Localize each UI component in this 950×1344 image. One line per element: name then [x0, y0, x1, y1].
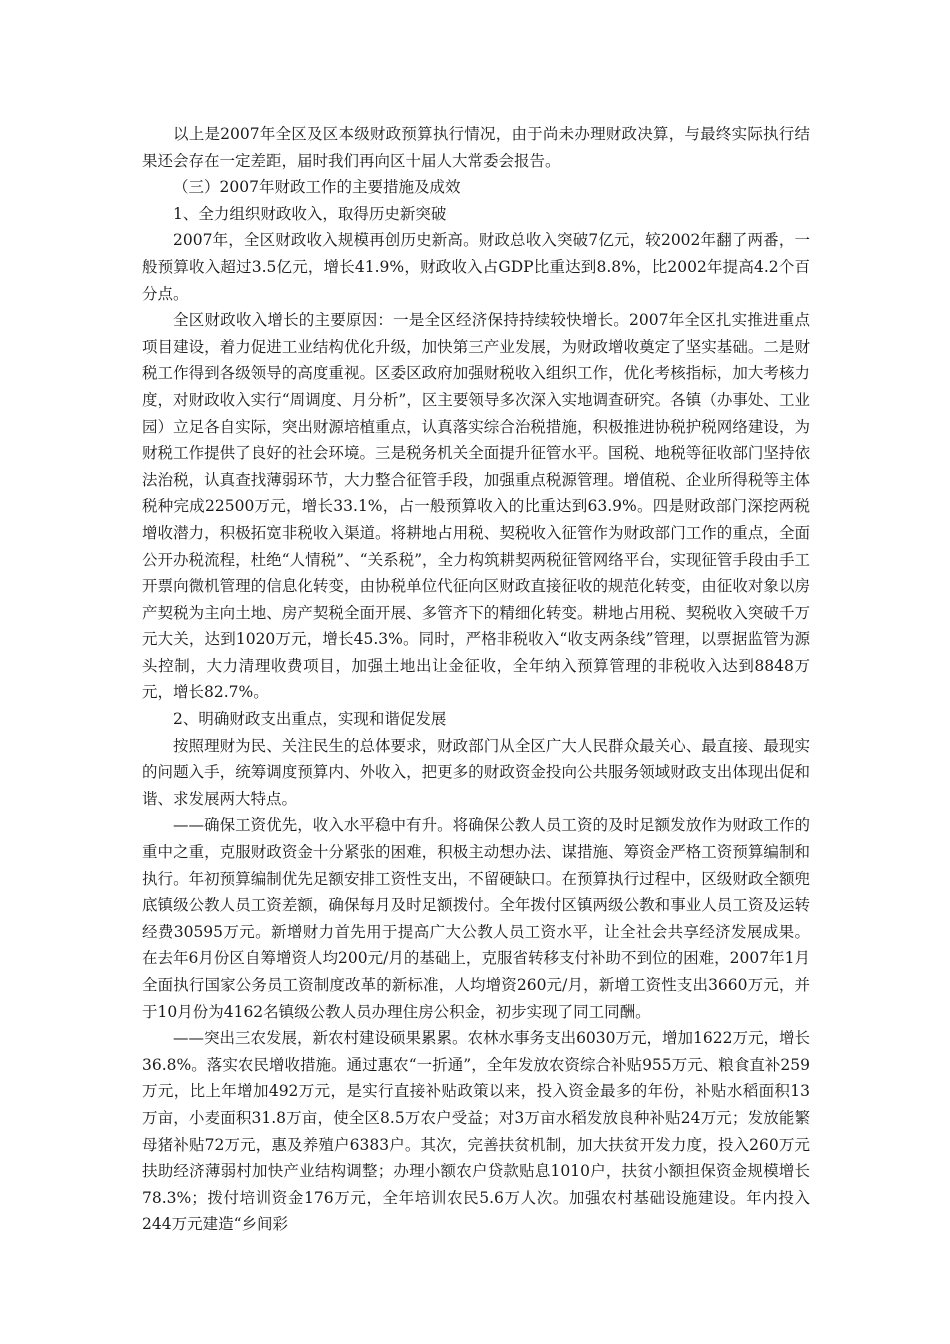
- paragraph-revenue-summary: 2007年，全区财政收入规模再创历史新高。财政总收入突破7亿元，较2002年翻了两番，一般预算收入超过3.5亿元，增长41.9%，财政收入占GDP比重达到8.8%，比2002年提高4.2个百分点。: [142, 231, 810, 303]
- document-body: [142, 121, 810, 1238]
- subsection-heading-revenue: 1、全力组织财政收入，取得历史新突破: [173, 204, 447, 223]
- paragraph-expenditure-overview: 按照理财为民、关注民生的总体要求，财政部门从全区广大人民群众最关心、最直接、最现实的问题入手，统筹调度预算内、外收入，把更多的财政资金投向公共服务领域财政支出体现出促和谐、求发展两大特点。: [142, 736, 810, 808]
- paragraph-wages: ——确保工资优先，收入水平稳中有升。将确保公教人员工资的及时足额发放作为财政工作的重中之重，克服财政资金十分紧张的困难，积极主动想办法、谋措施、筹资金严格工资预算编制和执行。年初预算编制优先足额安排工资性支出，不留硬缺口。在预算执行过程中，区级财政全额兜底镇级公教人员工资差额，确保每月及时足额拨付。全年拨付区镇两级公教和事业人员工资及运转经费30595万元。新增财力首先用于提高广大公教人员工资水平，让全社会共享经济发展成果。在去年6月份区自筹增资人均200元/月的基础上，克服省转移支付补助不到位的困难，2007年1月全面执行国家公务员工资制度改革的新标准，人均增资260元/月，新增工资性支出3660万元，并于10月份为4162名镇级公教人员办理住房公积金，初步实现了同工同酬。: [142, 816, 810, 1021]
- paragraph-agriculture: ——突出三农发展，新农村建设硕果累累。农林水事务支出6030万元，增加1622万元，增长36.8%。落实农民增收措施。通过惠农“一折通”，全年发放农资综合补贴955万元、粮食直补259万元，比上年增加492万元，是实行直接补贴政策以来，投入资金最多的年份，补贴水稻面积13万亩，小麦面积31.8万亩，使全区8.5万农户受益；对3万亩水稻发放良种补贴24万元；发放能繁母猪补贴72万元，惠及养殖户6383户。其次，完善扶贫机制，加大扶贫开发力度，投入260万元扶助经济薄弱村加快产业结构调整；办理小额农户贷款贴息1010户，扶贫小额担保资金规模增长78.3%；拨付培训资金176万元，全年培训农民5.6万人次。加强农村基础设施建设。年内投入244万元建造“乡间彩: [142, 1029, 810, 1234]
- paragraph-revenue-reasons: 全区财政收入增长的主要原因：一是全区经济保持持续较快增长。2007年全区扎实推进重点项目建设，着力促进工业结构优化升级，加快第三产业发展，为财政增收奠定了坚实基础。二是财税工作得到各级领导的高度重视。区委区政府加强财税收入组织工作，优化考核指标，加大考核力度，对财政收入实行“周调度、月分析”，区主要领导多次深入实地调查研究。各镇（办事处、工业园）立足各自实际，突出财源培植重点，认真落实综合治税措施，积极推进协税护税网络建设，为财税工作提供了良好的社会环境。三是税务机关全面提升征管水平。国税、地税等征收部门坚持依法治税，认真查找薄弱环节，大力整合征管手段，加强重点税源管理。增值税、企业所得税等主体税种完成22500万元，增长33.1%，占一般预算收入的比重达到63.9%。四是财政部门深挖两税增收潜力，积极拓宽非税收入渠道。将耕地占用税、契税收入征管作为财政部门工作的重点，全面公开办税流程，杜绝“人情税”、“关系税”，全力构筑耕契两税征管网络平台，实现征管手段由手工开票向微机管理的信息化转变，由协税单位代征向区财政直接征收的规范化转变，由征收对象以房产契税为主向土地、房产契税全面开展、多管齐下的精细化转变。耕地占用税、契税收入突破千万元大关，达到1020万元，增长45.3%。同时，严格非税收入“收支两条线”管理，以票据监管为源头控制，大力清理收费项目，加强土地出让金征收，全年纳入预算管理的非税收入达到8848万元，增长82.7%。: [142, 311, 810, 702]
- paragraph-intro: 以上是2007年全区及区本级财政预算执行情况，由于尚未办理财政决算，与最终实际执行结果还会存在一定差距，届时我们再向区十届人大常委会报告。: [142, 125, 810, 170]
- subsection-heading-expenditure: 2、明确财政支出重点，实现和谐促发展: [173, 710, 447, 729]
- section-heading: （三）2007年财政工作的主要措施及成效: [173, 178, 461, 197]
